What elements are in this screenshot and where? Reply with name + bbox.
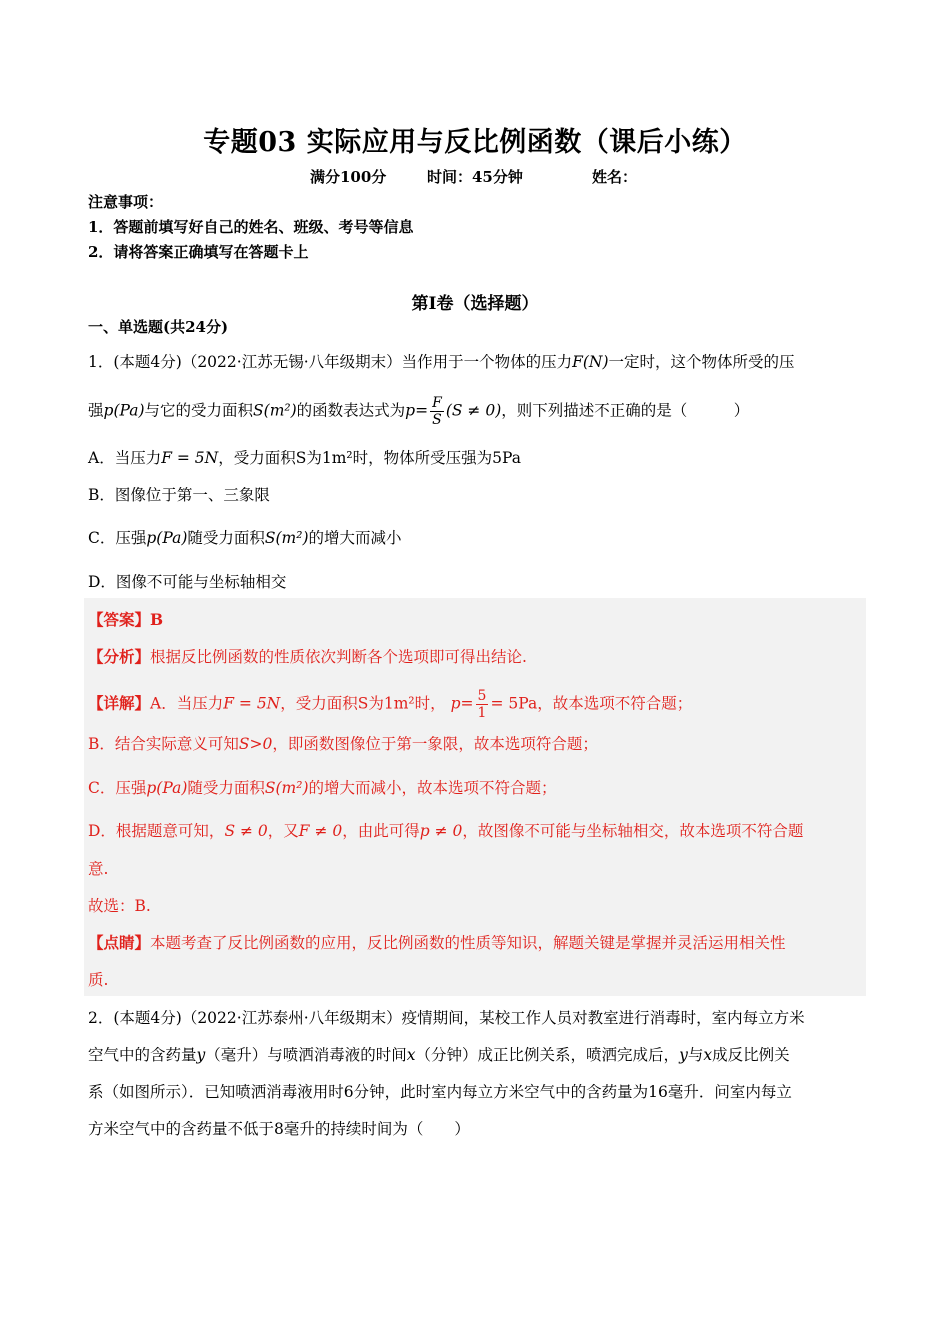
fraction-5-over-1: $\frac{5}{1}$ — [477, 688, 487, 721]
fraction-F-over-S: $\frac{F}{S}$ — [432, 395, 442, 428]
page-title: 专题03 实际应用与反比例函数（课后小练） — [203, 127, 747, 158]
q2-line4: 方米空气中的含药量不低于8毫升的持续时间为（ ） — [88, 1120, 470, 1138]
notes-item: 1．答题前填写好自己的姓名、班级、考号等信息 — [88, 218, 414, 236]
q1-line2: 强p(Pa)与它的受力面积S(m²)的函数表达式为p= $\frac{F}{S}$ (S ≠ 0)，则下列描述不正确的是（ ） — [88, 395, 750, 428]
q2-line2: 空气中的含药量y（毫升）与喷洒消毒液的时间x（分钟）成正比例关系，喷洒完成后，y与x成反比例关 — [88, 1046, 790, 1064]
comment-line: 【点睛】本题考查了反比例函数的应用，反比例函数的性质等知识，解题关键是掌握并灵活运用相关性 — [88, 933, 786, 952]
answer-line: 【答案】B — [88, 610, 164, 629]
analysis-line: 【分析】根据反比例函数的性质依次判断各个选项即可得出结论. — [88, 647, 527, 666]
part-title: 一、单选题(共24分) — [88, 318, 229, 336]
q1-option-d: D．图像不可能与坐标轴相交 — [88, 573, 287, 591]
notes-block — [88, 190, 413, 265]
comment-line-cont: 质. — [88, 971, 109, 989]
choice-line: 故选：B. — [88, 897, 151, 915]
full-score: 满分100分 — [310, 168, 387, 186]
section-title: 第Ⅰ卷（选择题） — [411, 294, 539, 314]
q1-line1: 1．(本题4分)（2022·江苏无锡·八年级期末）当作用于一个物体的压力F(N)一定时，这个物体所受的压 — [88, 353, 795, 371]
q1-option-c: C．压强p(Pa)随受力面积S(m²)的增大而减小 — [88, 529, 402, 547]
time-limit: 时间：45分钟 — [427, 168, 523, 186]
detail-line-a: 【详解】A．当压力F = 5N，受力面积S为1m²时， p= $\frac{5}{1}$ = 5Pa，故本选项不符合题； — [88, 688, 693, 721]
name-field-label: 姓名： — [592, 168, 638, 186]
notes-heading: 注意事项： — [88, 193, 164, 211]
detail-line-c: C．压强p(Pa)随受力面积S(m²)的增大而减小，故本选项不符合题； — [88, 779, 557, 797]
q1-option-a: A．当压力F = 5N，受力面积S为1m²时，物体所受压强为5Pa — [88, 449, 521, 467]
detail-line-d-cont: 意. — [88, 860, 109, 878]
q2-line3: 系（如图所示）．已知喷洒消毒液用时6分钟，此时室内每立方米空气中的含药量为16毫升．问室内每立 — [88, 1083, 792, 1101]
detail-line-d: D．根据题意可知，S ≠ 0，又F ≠ 0，由此可得p ≠ 0，故图像不可能与坐标轴相交，故本选项不符合题 — [88, 822, 804, 840]
q1-option-b: B．图像位于第一、三象限 — [88, 486, 270, 504]
detail-line-b: B．结合实际意义可知S>0，即函数图像位于第一象限，故本选项符合题； — [88, 735, 598, 753]
q2-line1: 2．(本题4分)（2022·江苏泰州·八年级期末）疫情期间，某校工作人员对教室进行消毒时，室内每立方米 — [88, 1009, 805, 1027]
notes-item: 2．请将答案正确填写在答题卡上 — [88, 243, 309, 261]
